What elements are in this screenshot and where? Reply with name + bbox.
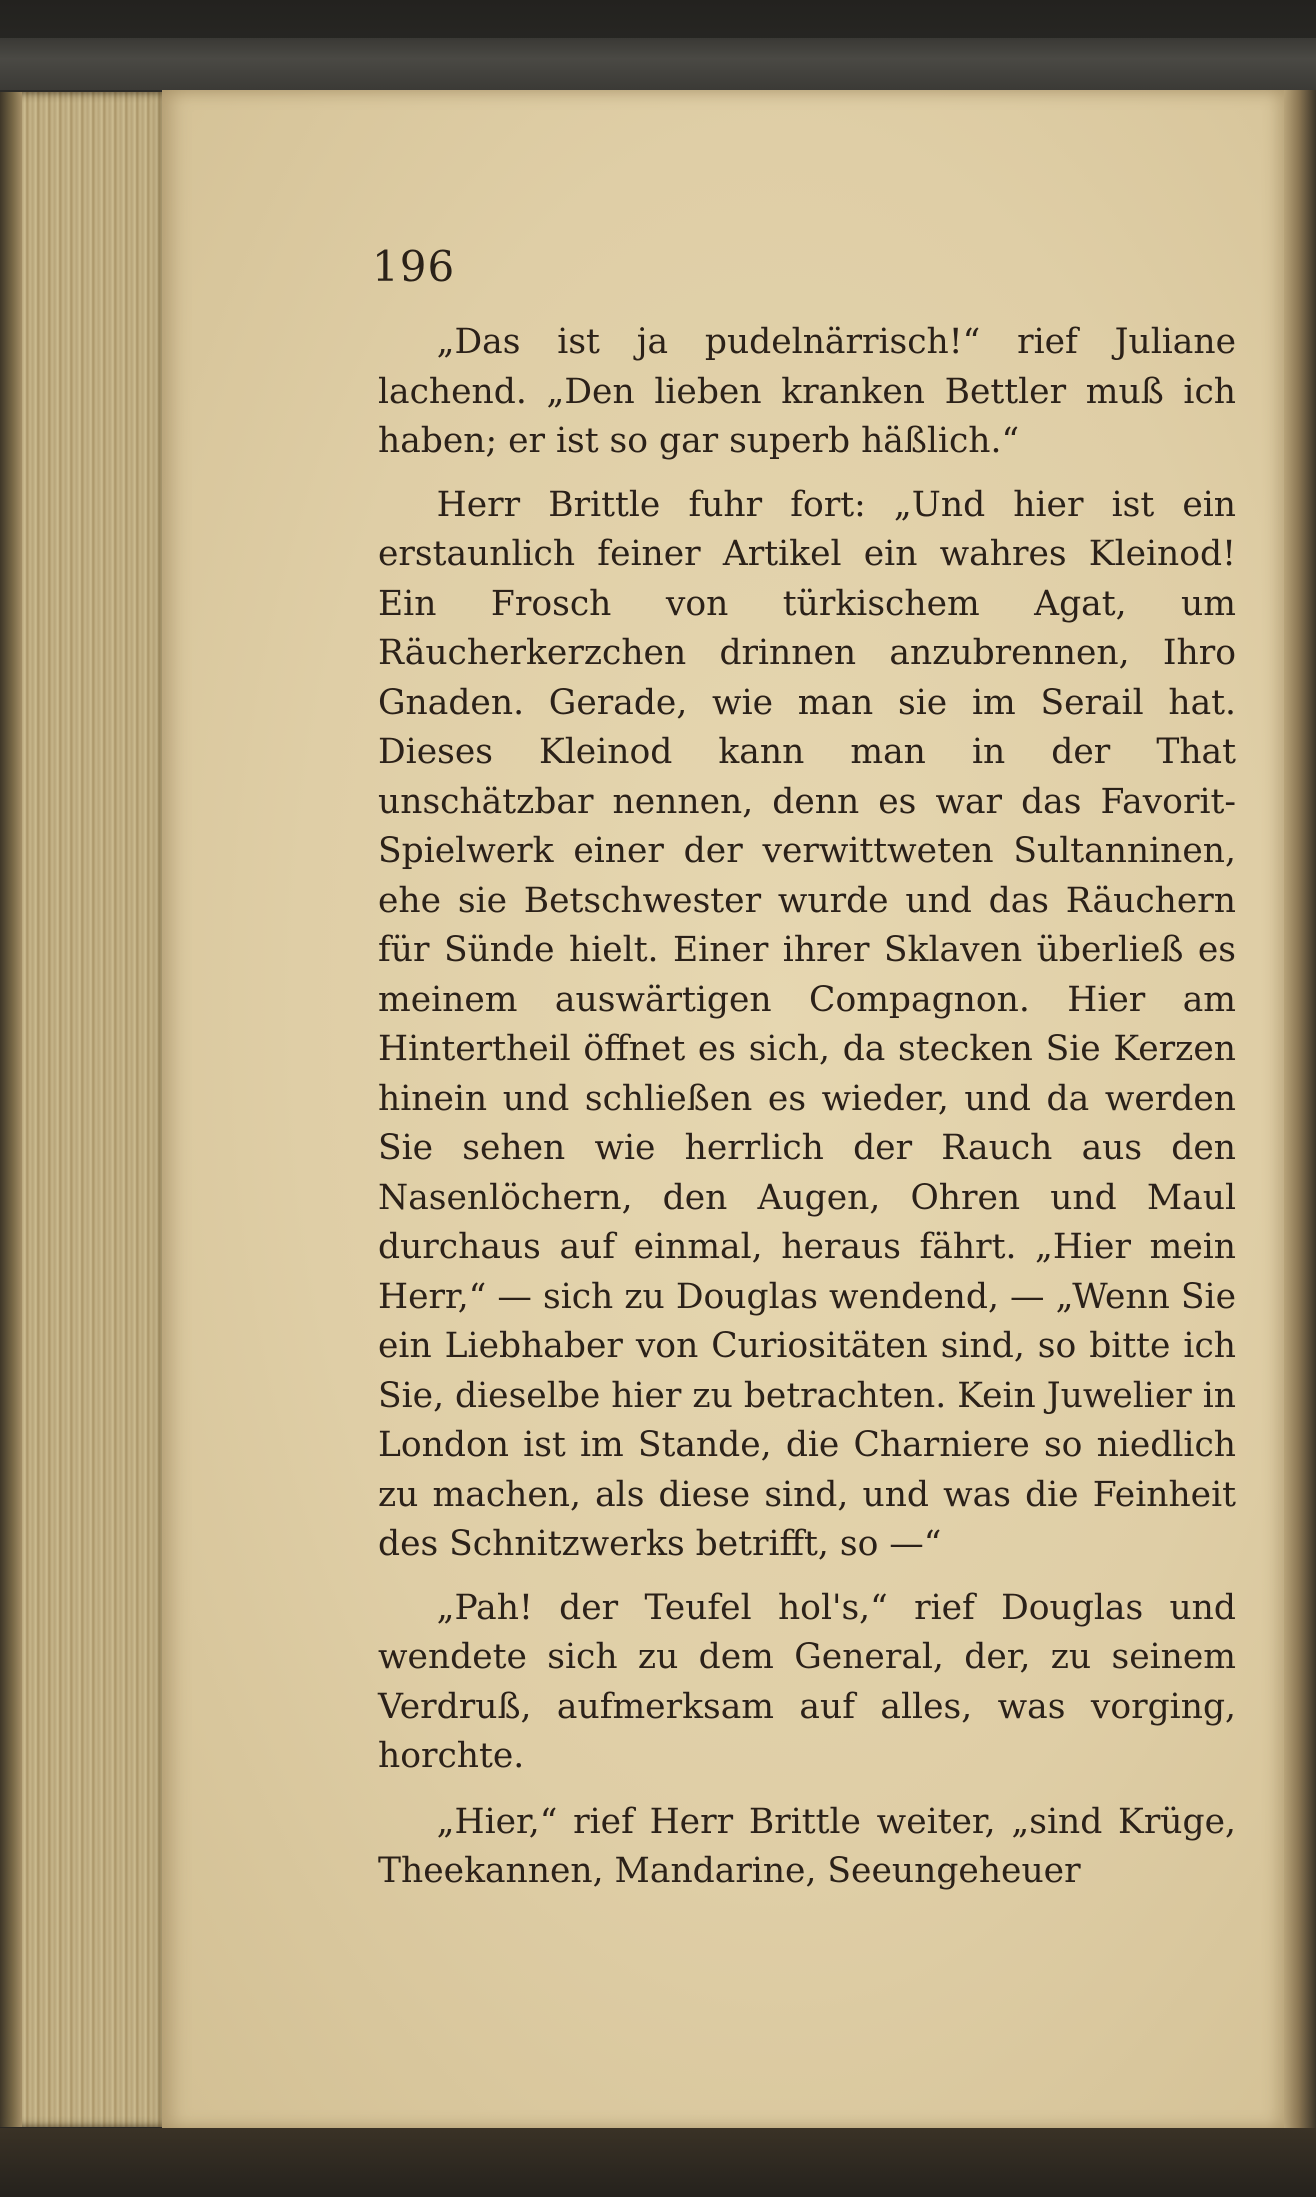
page-text bbox=[378, 318, 1236, 1897]
paragraph: „Pah! der Teufel hol's,“ rief Douglas und wendete sich zu dem General, der, zu seinem Verdruß, aufmerksam auf alles, was vorging, horchte. bbox=[378, 1587, 1236, 1776]
page-stack bbox=[0, 92, 168, 2127]
bottom-shadow bbox=[0, 2128, 1316, 2197]
book-spine-edge bbox=[0, 92, 22, 2127]
paragraph: „Das ist ja pudelnärrisch!“ rief Juliane lachend. „Den lieben kranken Bettler muß ich haben; er ist so gar superb häßlich.“ bbox=[378, 322, 1236, 461]
page-right-edge bbox=[1284, 90, 1316, 2130]
paragraph: Herr Brittle fuhr fort: „Und hier ist ein erstaunlich feiner Artikel ein wahres Kleinod! Ein Frosch von türkischem Agat, um Räucherkerzchen drinnen anzubrennen, Ihro Gnaden. Gerade, wie man sie im Serail hat. Dieses Kleinod kann man in der That unschätzbar nennen, denn es war das Favorit-Spielwerk einer der verwittweten Sultanninen, ehe sie Betschwester wurde und das Räuchern für Sünde hielt. Einer ihrer Sklaven überließ es meinem auswärtigen Compagnon. Hier am Hintertheil öffnet es sich, da stecken Sie Kerzen hinein und schließen es wieder, und da werden Sie sehen wie herrlich der Rauch aus den Nasenlöchern, den Augen, Ohren und Maul durchaus auf einmal, heraus fährt. „Hier mein Herr,“ — sich zu Douglas wendend, — „Wenn Sie ein Liebhaber von Curiositäten sind, so bitte ich Sie, dieselbe hier zu betrachten. Kein Juwelier in London ist im Stande, die Charniere so niedlich zu machen, als diese sind, und was die Feinheit des Schnitzwerks betrifft, so —“ bbox=[378, 484, 1236, 1564]
paragraph: „Hier,“ rief Herr Brittle weiter, „sind Krüge, Theekannen, Mandarine, Seeungeheuer bbox=[378, 1801, 1236, 1891]
page-number: 196 bbox=[372, 242, 456, 291]
book-cover-top bbox=[0, 38, 1316, 92]
